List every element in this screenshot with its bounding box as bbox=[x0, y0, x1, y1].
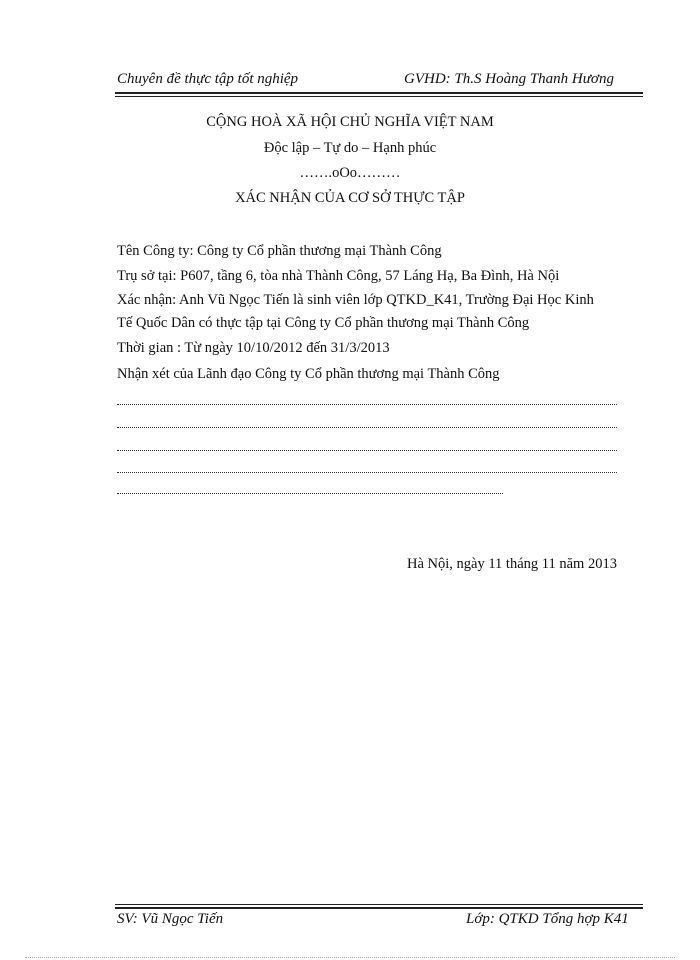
internship-period: Thời gian : Từ ngày 10/10/2012 đến 31/3/2013 bbox=[117, 340, 390, 356]
ornament: …….oOo……… bbox=[299, 165, 401, 181]
footer-rule-thin bbox=[115, 904, 643, 905]
comment-dotted-line bbox=[117, 427, 617, 428]
company-address: Trụ sở tại: P607, tầng 6, tòa nhà Thành Công, 57 Láng Hạ, Ba Đình, Hà Nội bbox=[117, 268, 560, 284]
confirmation-line-1: Xác nhận: Anh Vũ Ngọc Tiến là sinh viên lớp QTKD_K41, Trường Đại Học Kinh bbox=[117, 292, 594, 308]
comment-dotted-line bbox=[117, 493, 503, 494]
footer-right: Lớp: QTKD Tổng hợp K41 bbox=[466, 911, 629, 927]
comment-dotted-line bbox=[117, 450, 617, 451]
header-left: Chuyên đề thực tập tốt nghiệp bbox=[117, 71, 299, 87]
page-break-line bbox=[25, 957, 675, 958]
motto: Độc lập – Tự do – Hạnh phúc bbox=[263, 140, 437, 156]
comment-dotted-line bbox=[117, 404, 617, 405]
signoff-date: Hà Nội, ngày 11 tháng 11 năm 2013 bbox=[407, 556, 617, 572]
comment-dotted-line bbox=[117, 472, 617, 473]
header-rule-thin bbox=[115, 96, 643, 97]
header-right: GVHD: Th.S Hoàng Thanh Hương bbox=[404, 71, 614, 87]
document-heading: XÁC NHẬN CỦA CƠ SỞ THỰC TẬP bbox=[235, 190, 465, 206]
company-name: Tên Công ty: Công ty Cổ phần thương mại Thành Công bbox=[117, 243, 442, 259]
footer-rule-thick bbox=[115, 907, 643, 909]
footer-left: SV: Vũ Ngọc Tiến bbox=[117, 911, 224, 927]
confirmation-line-2: Tế Quốc Dân có thực tập tại Công ty Cổ phần thương mại Thành Công bbox=[117, 315, 530, 331]
header-rule-thick bbox=[115, 92, 643, 94]
nation-title: CỘNG HOÀ XÃ HỘI CHỦ NGHĨA VIỆT NAM bbox=[206, 114, 494, 130]
comment-label: Nhận xét của Lãnh đạo Công ty Cổ phần thương mại Thành Công bbox=[117, 366, 500, 382]
